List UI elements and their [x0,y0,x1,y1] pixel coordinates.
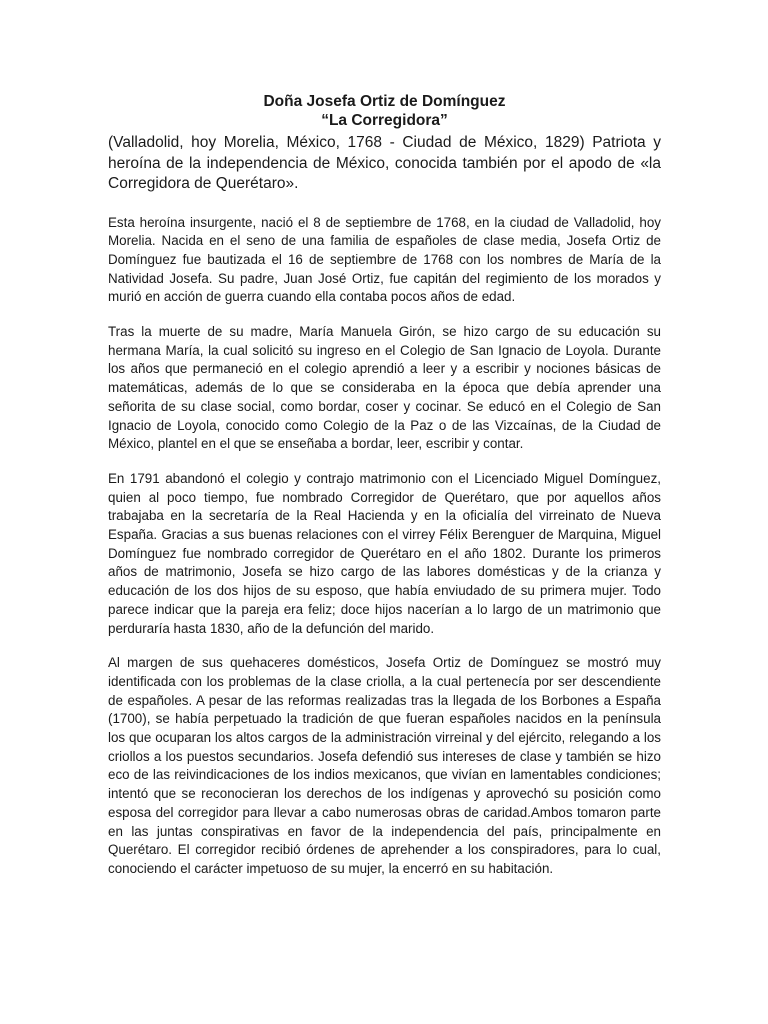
intro-paragraph: (Valladolid, hoy Morelia, México, 1768 - Ciudad de México, 1829) Patriota y heroína de la independencia de México, conocida también por el apodo de «la Corregidora de Querétaro». [108,134,661,192]
paragraph-2: Tras la muerte de su madre, María Manuela Girón, se hizo cargo de su educación su hermana María, la cual solicitó su ingreso en el Colegio de San Ignacio de Loyola. Durante los años que permaneció en el colegio aprendió a leer y a escribir y nociones básicas de matemáticas, además de lo que se consideraba en la época que debía aprender una señorita de su clase social, como bordar, coser y cocinar. Se educó en el Colegio de San Ignacio de Loyola, conocido como Colegio de la Paz o de las Vizcaínas, de la Ciudad de México, plantel en el que se enseñaba a bordar, leer, escribir y contar. [108,324,661,452]
paragraph-1: Esta heroína insurgente, nació el 8 de septiembre de 1768, en la ciudad de Valladolid, hoy Morelia. Nacida en el seno de una familia de españoles de clase media, Josefa Ortiz de Domínguez fue bautizada el 16 de septiembre de 1768 con los nombres de María de la Natividad Josefa. Su padre, Juan José Ortiz, fue capitán del regimiento de los morados y murió en acción de guerra cuando ella contaba pocos años de edad. [108,214,661,305]
document-body [108,92,661,879]
paragraph-4: Al margen de sus quehaceres domésticos, Josefa Ortiz de Domínguez se mostró muy identificada con los problemas de la clase criolla, a la cual pertenecía por ser descendiente de españoles. A pesar de las reformas realizadas tras la llegada de los Borbones a España (1700), se había perpetuado la tradición de que fueran españoles nacidos en la península los que ocuparan los altos cargos de la administración virreinal y del ejército, relegando a los criollos a los puestos secundarios. Josefa defendió sus intereses de clase y también se hizo eco de las reivindicaciones de los indios mexicanos, que vivían en lamentables condiciones; intentó que se reconocieran los derechos de los indígenas y aprovechó su posición como esposa del corregidor para llevar a cabo numerosas obras de caridad.Ambos tomaron parte en las juntas conspirativas en favor de la independencia del país, principalmente en Querétaro. El corregidor recibió órdenes de aprehender a los conspiradores, para lo cual, conociendo el carácter impetuoso de su mujer, la encerró en su habitación. [108,655,661,876]
document-subtitle: “La Corregidora” [321,112,448,129]
paragraph-3: En 1791 abandonó el colegio y contrajo matrimonio con el Licenciado Miguel Domínguez, quien al poco tiempo, fue nombrado Corregidor de Querétaro, que por aquellos años trabajaba en la secretaría de la Real Hacienda y en la oficialía del virreinato de Nueva España. Gracias a sus buenas relaciones con el virrey Félix Berenguer de Marquina, Miguel Domínguez fue nombrado corregidor de Querétaro en el año 1802. Durante los primeros años de matrimonio, Josefa se hizo cargo de las labores domésticas y de la crianza y educación de los dos hijos de su esposo, que había enviudado de su primera mujer. Todo parece indicar que la pareja era feliz; doce hijos nacerían a lo largo de un matrimonio que perduraría hasta 1830, año de la defunción del marido. [108,470,661,636]
document-title: Doña Josefa Ortiz de Domínguez [263,93,506,110]
